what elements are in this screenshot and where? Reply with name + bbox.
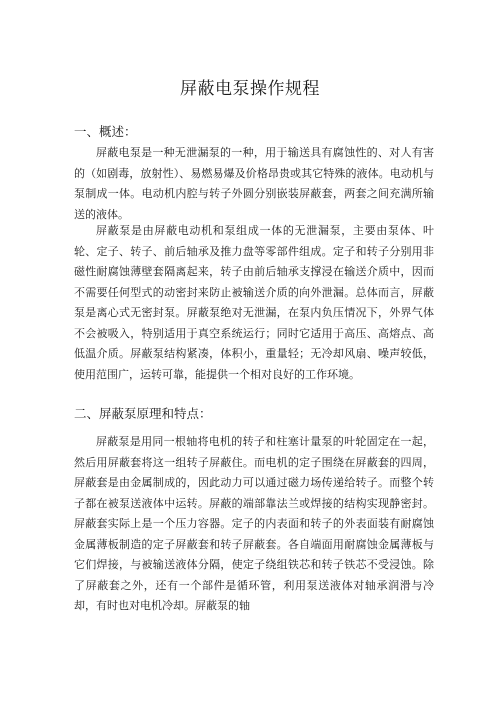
paragraph-overview-2: 屏蔽泵是由屏蔽电动机和泵组成一体的无泄漏泵，主要由泵体、叶轮、定子、转子、前后轴承及推力盘等零部件组成。定子和转子分别用非磁性耐腐蚀薄壁套隔离起来，转子由前后轴承支撑浸在输送介质中，因而不需要任何型式的动密封来防止被输送介质的向外泄漏。总体而言，屏蔽泵是离心式无密封泵。屏蔽泵绝对无泄漏，在泵内负压情况下，外界气体不会被吸入，特别适用于真空系统运行；同时它适用于高压、高熔点、高低温介质。屏蔽泵结构紧凑，体积小，重量轻；无冷却风扇、噪声较低，使用范围广，运转可靠，能提供一个相对良好的工作环境。 xyxy=(74,224,434,381)
section-heading-overview: 一、概述： xyxy=(74,124,137,139)
paragraph-principle-1: 屏蔽泵是用同一根轴将电机的转子和柱塞计量泵的叶轮固定在一起，然后用屏蔽套将这一组转子屏蔽住。而电机的定子围绕在屏蔽套的四周，屏蔽套是由金属制成的，因此动力可以通过磁力场传递给转子。而整个转子都在被泵送液体中运转。屏蔽的端部靠法兰或焊接的结构实现静密封。屏蔽套实际上是一个压力容器。定子的内表面和转子的外表面装有耐腐蚀金属薄板制造的定子屏蔽套和转子屏蔽套。各自端面用耐腐蚀金属薄板与它们焊接，与被输送液体分隔，使定子绕组铁芯和转子铁芯不受浸蚀。除了屏蔽套之外，还有一个部件是循环管，利用泵送液体对轴承润滑与冷却，有时也对电机冷却。屏蔽泵的轴 xyxy=(74,435,434,612)
document-title: 屏蔽电泵操作规程 xyxy=(180,79,320,99)
paragraph-overview-1: 屏蔽电泵是一种无泄漏泵的一种，用于输送具有腐蚀性的、对人有害的（如剧毒，放射性）、易燃易爆及价格昂贵或其它特殊的液体。电动机与泵制成一体。电动机内腔与转子外圆分别嵌装屏蔽套，两套之间充满所输送的液体。 xyxy=(74,146,434,221)
section-heading-principle: 二、屏蔽泵原理和特点： xyxy=(74,406,212,421)
